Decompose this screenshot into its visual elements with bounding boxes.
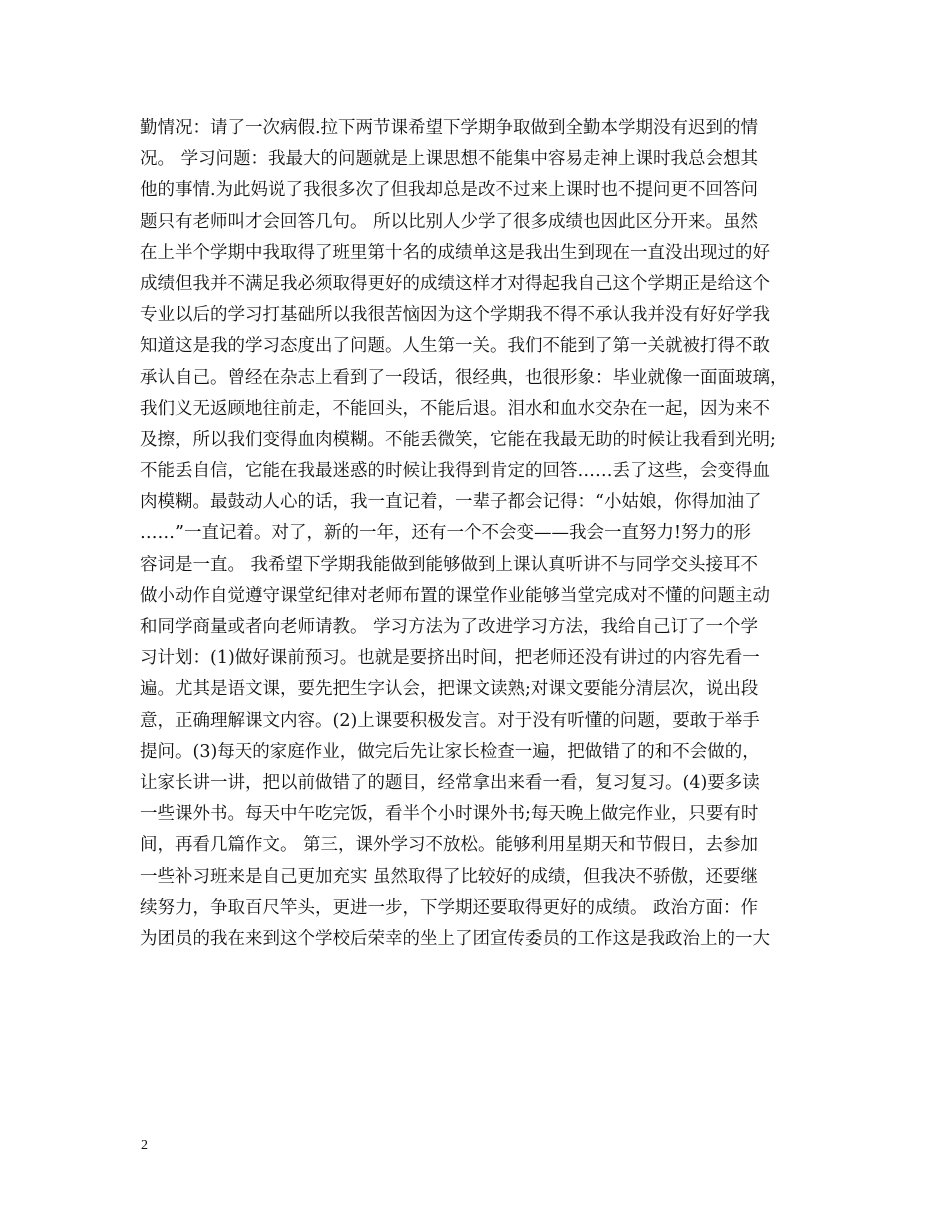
text-line: 题只有老师叫才会回答几句。 所以比别人少学了很多成绩也因此区分开来。虽然 <box>140 211 759 232</box>
text-line: 意，正确理解课文内容。(2)上课要积极发言。对于没有听懂的问题，要敢于举手 <box>140 710 760 731</box>
text-line: 为团员的我在来到这个学校后荣幸的坐上了团宣传委员的工作这是我政治上的一大 <box>140 928 770 949</box>
text-line: ……”一直记着。对了，新的一年，还有一个不会变——我会一直努力!努力的形 <box>140 523 751 544</box>
text-line: 他的事情.为此妈说了我很多次了但我却总是改不过来上课时也不提问更不回答问 <box>140 180 759 201</box>
text-line: 成绩但我并不满足我必须取得更好的成绩这样才对得起我自己这个学期正是给这个 <box>140 273 770 294</box>
text-line: 承认自己。曾经在杂志上看到了一段话，很经典，也很形象：毕业就像一面面玻璃， <box>140 367 788 388</box>
text-line: 做小动作自觉遵守课堂纪律对老师布置的课堂作业能够当堂完成对不懂的问题主动 <box>140 585 770 606</box>
text-line: 知道这是我的学习态度出了问题。人生第一关。我们不能到了第一关就被打得不敢 <box>140 336 770 357</box>
text-line: 不能丢自信，它能在我最迷惑的时候让我得到肯定的回答……丢了这些，会变得血 <box>140 461 770 482</box>
text-line: 及擦，所以我们变得血肉模糊。不能丢微笑，它能在我最无助的时候让我看到光明; <box>140 429 776 450</box>
text-line: 让家长讲一讲，把以前做错了的题目，经常拿出来看一看，复习复习。(4)要多读 <box>140 772 760 793</box>
text-line: 在上半个学期中我取得了班里第十名的成绩单这是我出生到现在一直没出现过的好 <box>140 242 770 263</box>
text-line: 和同学商量或者向老师请教。 学习方法为了改进学习方法，我给自己订了一个学 <box>140 617 759 637</box>
text-line: 续努力，争取百尺竿头，更进一步，下学期还要取得更好的成绩。 政治方面：作 <box>140 897 759 918</box>
text-line: 一些补习班来是自己更加充实 虽然取得了比较好的成绩，但我决不骄傲，还要继 <box>140 866 759 887</box>
text-line: 习计划：(1)做好课前预习。也就是要挤出时间，把老师还没有讲过的内容先看一 <box>140 648 760 669</box>
text-line: 遍。尤其是语文课，要先把生字认会，把课文读熟;对课文要能分清层次，说出段 <box>140 679 759 700</box>
text-line: 提问。(3)每天的家庭作业，做完后先让家长检查一遍，把做错了的和不会做的， <box>140 741 760 762</box>
text-line: 间，再看几篇作文。 第三，课外学习不放松。能够利用星期天和节假日，去参加 <box>140 835 759 856</box>
text-line: 我们义无返顾地往前走，不能回头，不能后退。泪水和血水交杂在一起，因为来不 <box>140 398 770 419</box>
text-line: 容词是一直。 我希望下学期我能做到能够做到上课认真听讲不与同学交头接耳不 <box>140 554 759 575</box>
page-number: 2 <box>141 1138 148 1153</box>
text-line: 一些课外书。每天中午吃完饭，看半个小时课外书;每天晚上做完作业，只要有时 <box>140 804 759 825</box>
text-line: 肉模糊。最鼓动人心的话，我一直记着，一辈子都会记得：“小姑娘，你得加油了 <box>140 492 762 513</box>
text-line: 勤情况：请了一次病假.拉下两节课希望下学期争取做到全勤本学期没有迟到的情 <box>140 118 759 138</box>
body-text <box>140 113 810 955</box>
text-line: 专业以后的学习打基础所以我很苦恼因为这个学期我不得不承认我并没有好好学我 <box>140 305 770 326</box>
text-line: 况。 学习问题：我最大的问题就是上课思想不能集中容易走神上课时我总会想其 <box>140 149 759 170</box>
